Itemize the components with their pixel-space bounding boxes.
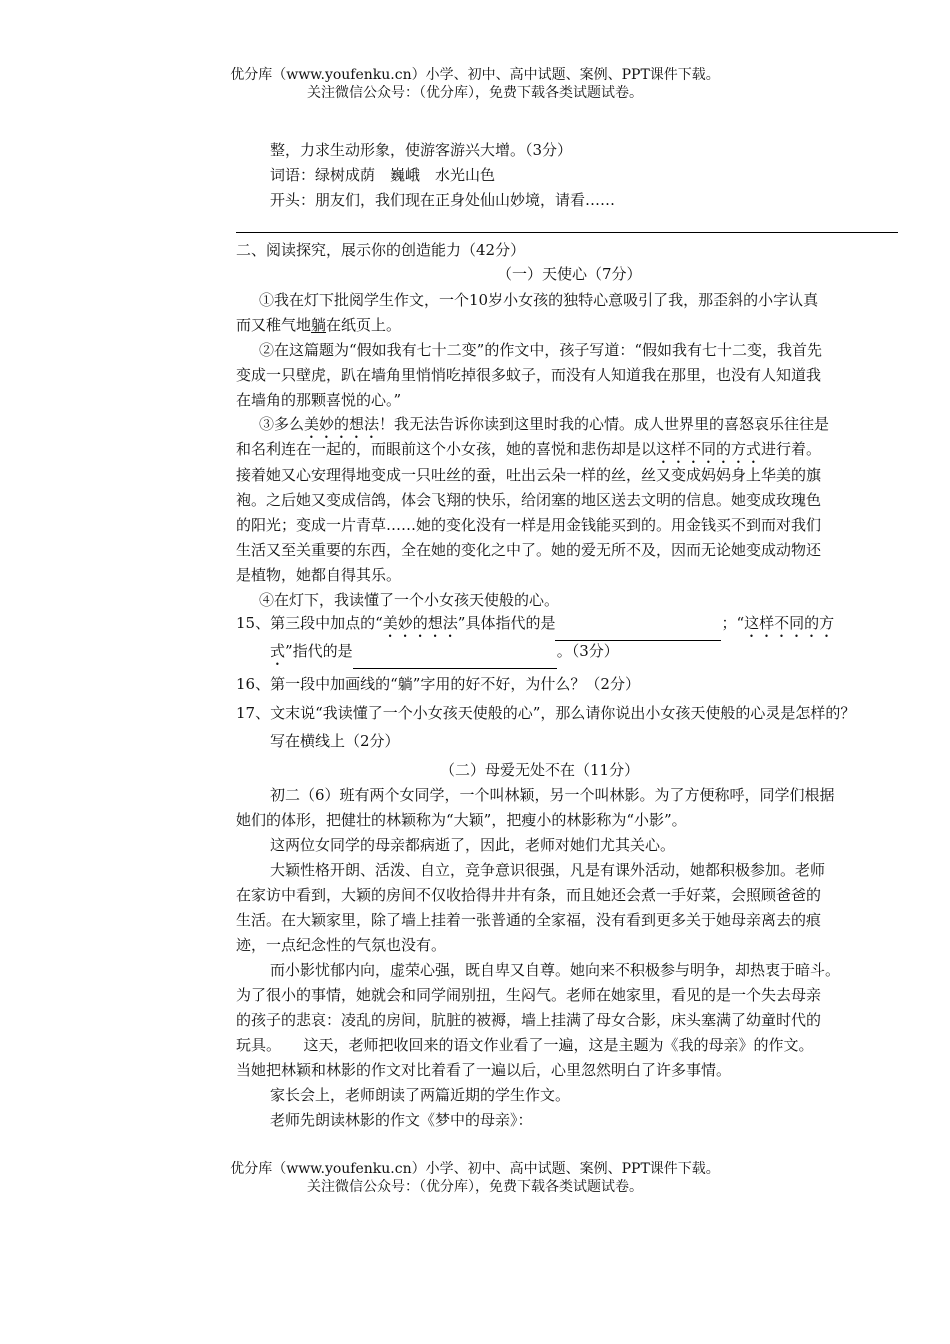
story-p4-line-2: 为了很小的事情，她就会和同学闹别扭，生闷气。老师在她家里，看见的是一个失去母亲 xyxy=(236,986,822,1004)
text-segment: 15、第三段中加点的“ xyxy=(236,614,383,632)
dotted-phrase: 式 xyxy=(270,642,286,660)
top-line-1: 整，力求生动形象，使游客游兴大增。（3分） xyxy=(270,141,573,159)
paragraph-3-line-1 xyxy=(259,414,829,442)
story-p2: 这两位女同学的母亲都病逝了，因此，老师对她们尤其关心。 xyxy=(270,836,676,854)
footer-line-2: 关注微信公众号：（优分库），免费下载各类试题试卷。 xyxy=(307,1179,643,1195)
paragraph-3-line-6: 生活又至关重要的东西，全在她的变化之中了。她的爱无所不及，因而无论她变成动物还 xyxy=(236,541,822,559)
text-segment: 。（3分） xyxy=(556,642,619,660)
footer-line-1: 优分库（www.youfenku.cn）小学、初中、高中试题、案例、PPT课件下载。 xyxy=(230,1161,720,1177)
question-17-line-1: 17、文末说“我读懂了一个小女孩天使般的心”，那么请你说出小女孩天使般的心灵是怎样的？ xyxy=(236,704,856,722)
answer-blank-15b[interactable] xyxy=(353,652,557,669)
answer-line xyxy=(236,232,898,233)
text-segment: ！我无法告诉你读到这里时我的心情。成人世界里的喜怒哀乐往往是 xyxy=(379,415,830,433)
dotted-phrase: 美妙的想法 xyxy=(382,614,458,632)
page-footer xyxy=(0,1160,950,1196)
section-heading: 二、阅读探究，展示你的创造能力（42分） xyxy=(236,241,526,259)
header-line-1: 优分库（www.youfenku.cn）小学、初中、高中试题、案例、PPT课件下载。 xyxy=(230,67,720,83)
page-header xyxy=(0,66,950,102)
answer-blank-15a[interactable] xyxy=(555,624,721,641)
question-17-line-2: 写在横线上（2分） xyxy=(270,732,400,750)
text-segment: ”指代的是 xyxy=(285,642,353,660)
paragraph-3-line-7: 是植物，她都自得其乐。 xyxy=(236,566,402,584)
story-p4-line-1: 而小影忧郁内向，虚荣心强，既自卑又自尊。她向来不积极参与明争，却热衷于暗斗。 xyxy=(270,961,841,979)
top-words-line: 词语：绿树成荫 巍峨 水光山色 xyxy=(270,166,496,184)
text-segment: 在纸页上。 xyxy=(326,316,402,334)
paragraph-4: ④在灯下，我读懂了一个小女孩天使般的心。 xyxy=(259,591,560,609)
text-segment: ”具体指代的是 xyxy=(457,614,556,632)
story-p1-line-1: 初二（6）班有两个女同学，一个叫林颖，另一个叫林影。为了方便称呼，同学们根据 xyxy=(270,786,835,804)
question-16: 16、第一段中加画线的“躺”字用的好不好，为什么？（2分） xyxy=(236,675,640,693)
paragraph-3-line-4: 袍。之后她又变成信鸽，体会飞翔的快乐，给闭塞的地区送去文明的信息。她变成玫瑰色 xyxy=(236,491,822,509)
text-segment: 和名利连在一起的，而眼前这个小女孩，她的喜悦和悲伤却是以 xyxy=(236,440,657,458)
question-15-line-2 xyxy=(270,641,619,669)
paragraph-3-line-3: 接着她又心安理得地变成一只吐丝的蚕，吐出云朵一样的丝，丝又变成妈妈身上华美的旗 xyxy=(236,466,822,484)
text-segment: 而又稚气地 xyxy=(236,316,312,334)
story-p6: 老师先朗读林影的作文《梦中的母亲》： xyxy=(270,1111,533,1129)
text-segment: ；“ xyxy=(721,614,745,632)
part-1-title: （一）天使心（7分） xyxy=(497,265,642,283)
top-opening-line: 开头：朋友们，我们现在正身处仙山妙境，请看…… xyxy=(270,191,616,209)
paragraph-2-line-1: ②在这篇题为“假如我有七十二变”的作文中，孩子写道：“假如我有七十二变，我首先 xyxy=(259,341,823,359)
paragraph-2-line-3: 在墙角的那颗喜悦的心。” xyxy=(236,391,402,409)
story-p3-line-2: 在家访中看到，大颖的房间不仅收拾得井井有条，而且她还会煮一手好菜，会照顾爸爸的 xyxy=(236,886,822,904)
dotted-phrase: 这样不同的方 xyxy=(744,614,835,632)
story-p4-line-5: 当她把林颖和林影的作文对比着看了一遍以后，心里忽然明白了许多事情。 xyxy=(236,1061,732,1079)
paragraph-1-line-1: ①我在灯下批阅学生作文，一个10岁小女孩的独特心意吸引了我，那歪斜的小字认真 xyxy=(259,291,819,309)
paragraph-1-line-2 xyxy=(236,315,401,335)
paragraph-3-line-2 xyxy=(236,439,821,467)
dotted-phrase: 这样不同的方式 xyxy=(656,440,762,458)
story-p4-line-4: 玩具。 这天，老师把收回来的语文作业看了一遍，这是主题为《我的母亲》的作文。 xyxy=(236,1036,814,1054)
header-line-2: 关注微信公众号：（优分库），免费下载各类试题试卷。 xyxy=(307,85,643,101)
question-15-line-1 xyxy=(236,613,834,641)
story-p4-line-3: 的孩子的悲哀：凌乱的房间，肮脏的被褥，墙上挂满了母女合影，床头塞满了幼童时代的 xyxy=(236,1011,822,1029)
text-segment: ③多么 xyxy=(259,415,305,433)
story-p5: 家长会上，老师朗读了两篇近期的学生作文。 xyxy=(270,1086,571,1104)
story-p3-line-4: 迹，一点纪念性的气氛也没有。 xyxy=(236,936,447,954)
part-2-title: （二）母爱无处不在（11分） xyxy=(440,761,640,779)
story-p1-line-2: 她们的体形，把健壮的林颖称为“大颖”，把瘦小的林影称为“小影”。 xyxy=(236,811,687,829)
underlined-word: 躺 xyxy=(311,316,327,334)
text-segment: 进行着。 xyxy=(761,440,822,458)
story-p3-line-3: 生活。在大颖家里，除了墙上挂着一张普通的全家福，没有看到更多关于她母亲离去的痕 xyxy=(236,911,822,929)
story-p3-line-1: 大颖性格开朗、活泼、自立，竞争意识很强，凡是有课外活动，她都积极参加。老师 xyxy=(270,861,826,879)
paragraph-3-line-5: 的阳光；变成一片青草……她的变化没有一样是用金钱能买到的。用金钱买不到而对我们 xyxy=(236,516,822,534)
dotted-phrase: 美妙的想法 xyxy=(304,415,380,433)
paragraph-2-line-2: 变成一只壁虎，趴在墙角里悄悄吃掉很多蚊子，而没有人知道我在那里，也没有人知道我 xyxy=(236,366,822,384)
